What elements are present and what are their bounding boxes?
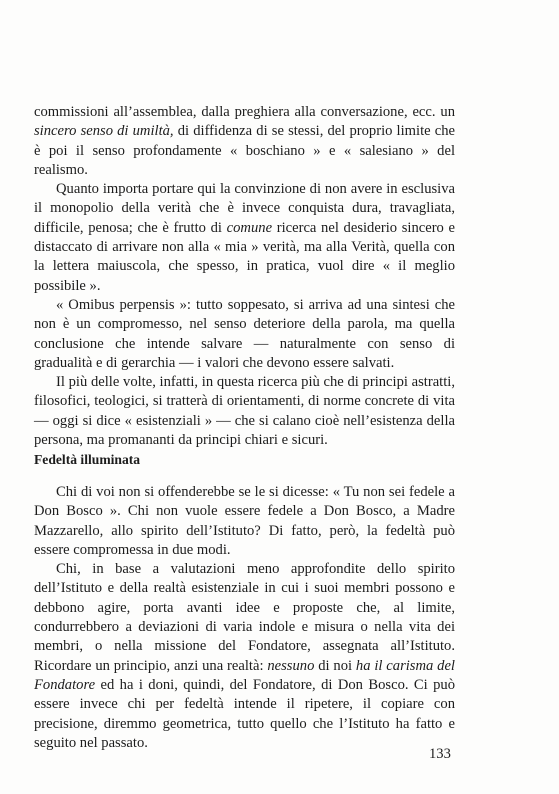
page-number: 133 <box>429 746 451 762</box>
paragraph-4: Il più delle volte, infatti, in questa ricerca più che di principi astratti, filosofici, teologici, si tratterà di orientamenti, di norme concrete di vita — oggi si dice « esistenziali » — che si calano cioè nell’esistenza della persona, ma promananti da principi chiari e sicuri. <box>34 374 455 449</box>
paragraph-5: Chi di voi non si offenderebbe se le si dicesse: « Tu non sei fedele a Don Bosco ». Chi non vuole essere fedele a Don Bosco, a Madre Mazzarello, allo spirito dell’Istituto? Di fatto, però, la fedeltà può essere compromessa in due modi. <box>34 484 455 558</box>
paragraph-1: commissioni all’assemblea, dalla preghiera alla conversazione, ecc. un sincero senso di umiltà, di diffidenza di se stessi, del proprio limite che è poi il senso profondamente « boschiano » e « salesiano » del realismo. <box>34 104 456 178</box>
body-text-top <box>34 103 455 450</box>
body-text-bottom <box>34 483 455 753</box>
paragraph-3: « Omibus perpensis »: tutto soppesato, si arriva ad una sintesi che non è un compromesso, nel senso deteriore della parola, ma quella conclusione che intende salvare — naturalmente con senso di gradualità e di gerarchia — i valori che devono essere salvati. <box>34 296 455 371</box>
paragraph-6: Chi, in base a valutazioni meno approfondite dello spirito dell’Istituto e della realtà esistenziale in cui i suoi membri possono e debbono agire, porta avanti idee e proposte che, al limite, condurrebbero a deviazioni di varia indole e misura o nella vita dei membri, o nella missione del Fondatore, assegnata all’Istituto. Ricordare un principio, anzi una realtà: nessuno di noi ha il carisma del Fondatore ed ha i doni, quindi, del Fondatore, di Don Bosco. Ci può essere invece chi per fedeltà intende il ripetere, il copiare con precisione, diremmo geometrica, tutto quello che l’Istituto ha fatto e seguito nel passato. <box>34 561 455 751</box>
paragraph-2: Quanto importa portare qui la convinzione di non avere in esclusiva il monopolio della verità che è invece conquista dura, travagliata, difficile, penosa; che è frutto di comune ricerca nel desiderio sincero e distaccato di arrivare non alla « mia » verità, ma alla Verità, quella con la lettera maiuscola, che spesso, in pratica, vuol dire « il meglio possibile ». <box>34 181 455 294</box>
section-heading: Fedeltà illuminata <box>34 452 141 467</box>
